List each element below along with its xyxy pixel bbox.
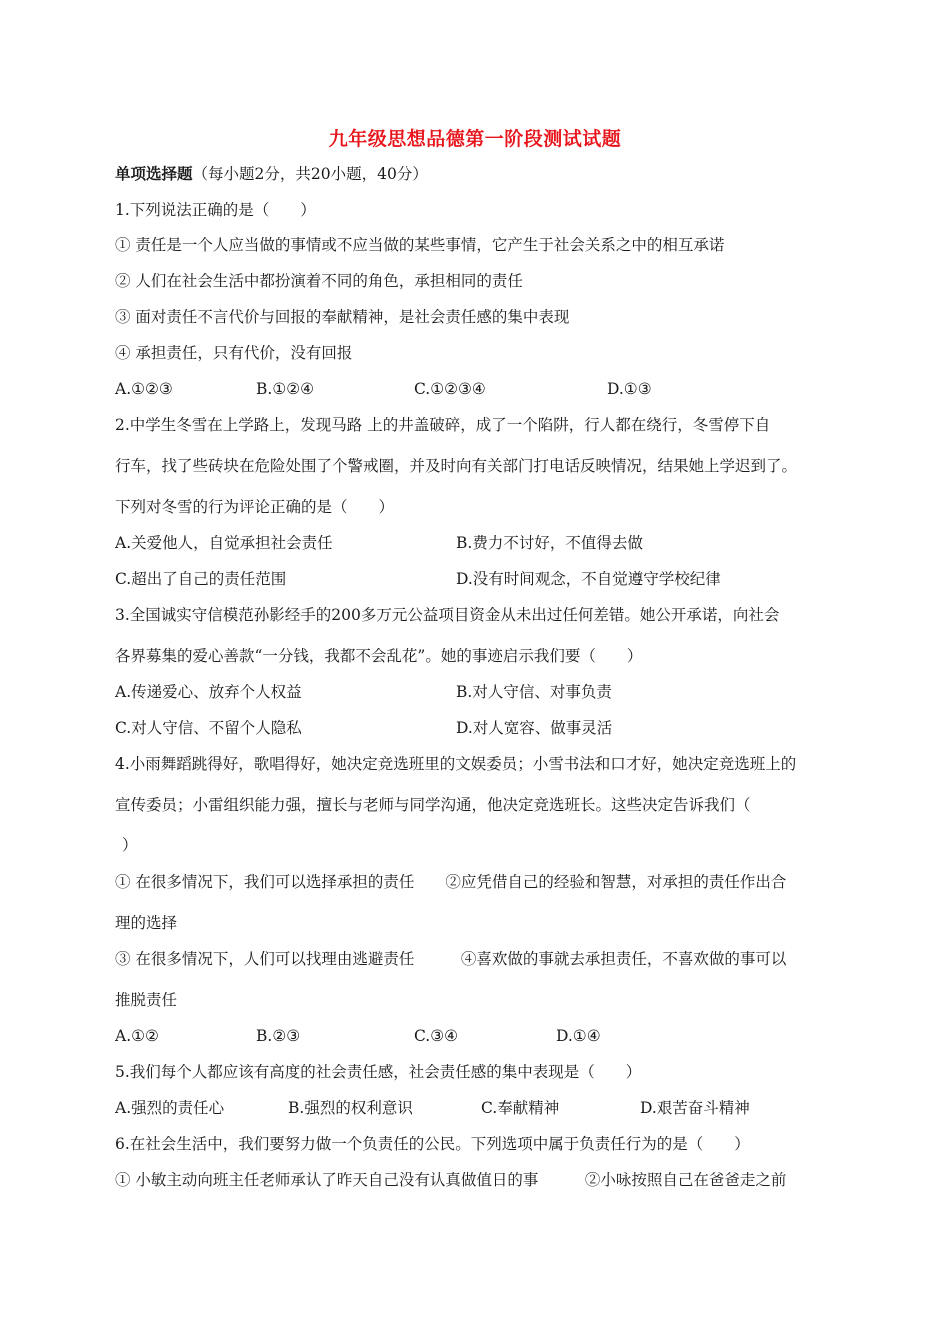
question-4-item-line-4: 推脱责任 (115, 991, 178, 1009)
question-2-stem-line-2: 行车，找了些砖块在危险处围了个警戒圈，并及时向有关部门打电话反映情况，结果她上学迟到了。 (115, 457, 798, 475)
question-1-item-2: ② 人们在社会生活中都扮演着不同的角色，承担相同的责任 (115, 272, 523, 290)
question-2-option-a: A.关爱他人，自觉承担社会责任 (115, 534, 333, 552)
question-1-option-b: B.①②④ (256, 380, 315, 398)
section-header (115, 164, 428, 184)
question-2-stem-line-1: 2.中学生冬雪在上学路上，发现马路 上的井盖破碎，成了一个陷阱，行人都在绕行，冬雪停下自 (115, 416, 771, 434)
question-1-option-a: A.①②③ (115, 380, 173, 398)
question-3-option-b: B.对人守信、对事负责 (456, 683, 612, 701)
question-2-stem-line-3: 下列对冬雪的行为评论正确的是（ ） (115, 498, 395, 516)
question-5-option-c: C.奉献精神 (481, 1099, 560, 1117)
question-3-option-a: A.传递爱心、放弃个人权益 (115, 683, 302, 701)
question-4-item-line-2: 理的选择 (115, 914, 178, 932)
question-3-stem-line-1: 3.全国诚实守信模范孙影经手的200多万元公益项目资金从未出过任何差错。她公开承诺，向社会 (115, 606, 780, 624)
question-2-option-c: C.超出了自己的责任范围 (115, 570, 287, 588)
question-3-stem-line-2: 各界募集的爱心善款“一分钱，我都不会乱花”。她的事迹启示我们要（ ） (115, 647, 643, 665)
question-5-option-a: A.强烈的责任心 (115, 1099, 225, 1117)
question-4-item-line-1: ① 在很多情况下，我们可以选择承担的责任 ②应凭借自己的经验和智慧，对承担的责任作出合 (115, 873, 787, 891)
question-6-stem: 6.在社会生活中，我们要努力做一个负责任的公民。下列选项中属于负责任行为的是（ ） (115, 1135, 750, 1153)
question-1-option-d: D.①③ (607, 380, 652, 398)
question-4-stem-line-1: 4.小雨舞蹈跳得好，歌唱得好，她决定竞选班里的文娱委员；小雪书法和口才好，她决定竞选班上的 (115, 755, 797, 773)
question-1-option-c: C.①②③④ (414, 380, 486, 398)
question-5-stem: 5.我们每个人都应该有高度的社会责任感，社会责任感的集中表现是（ ） (115, 1063, 642, 1081)
question-4-option-b: B.②③ (256, 1027, 301, 1045)
question-4-option-d: D.①④ (556, 1027, 601, 1045)
question-4-option-a: A.①② (115, 1027, 159, 1045)
question-3-option-c: C.对人守信、不留个人隐私 (115, 719, 302, 737)
section-heading: 单项选择题 (115, 165, 193, 183)
question-3-option-d: D.对人宽容、做事灵活 (456, 719, 613, 737)
question-4-option-c: C.③④ (414, 1027, 459, 1045)
question-2-option-b: B.费力不讨好，不值得去做 (456, 534, 643, 552)
question-1-item-3: ③ 面对责任不言代价与回报的奉献精神，是社会责任感的集中表现 (115, 308, 570, 326)
question-4-stem-line-2: 宣传委员；小雷组织能力强，擅长与老师与同学沟通，他决定竞选班长。这些决定告诉我们（ (115, 796, 751, 814)
question-4-stem-line-3: ） (122, 836, 138, 854)
question-2-option-d: D.没有时间观念，不自觉遵守学校纪律 (456, 570, 721, 588)
page-title: 九年级思想品德第一阶段测试试题 (328, 128, 622, 150)
question-6-item-line-1: ① 小敏主动向班主任老师承认了昨天自己没有认真做值日的事 ②小咏按照自己在爸爸走之前 (115, 1171, 787, 1189)
question-5-option-d: D.艰苦奋斗精神 (640, 1099, 750, 1117)
section-note: （每小题2分，共20小题，40分） (192, 165, 428, 183)
question-1-item-1: ① 责任是一个人应当做的事情或不应当做的某些事情，它产生于社会关系之中的相互承诺 (115, 236, 725, 254)
question-1-item-4: ④ 承担责任，只有代价，没有回报 (115, 344, 353, 362)
question-5-option-b: B.强烈的权利意识 (288, 1099, 413, 1117)
question-1-stem: 1.下列说法正确的是（ ） (115, 201, 316, 219)
question-4-item-line-3: ③ 在很多情况下，人们可以找理由逃避责任 ④喜欢做的事就去承担责任，不喜欢做的事可以 (115, 950, 787, 968)
